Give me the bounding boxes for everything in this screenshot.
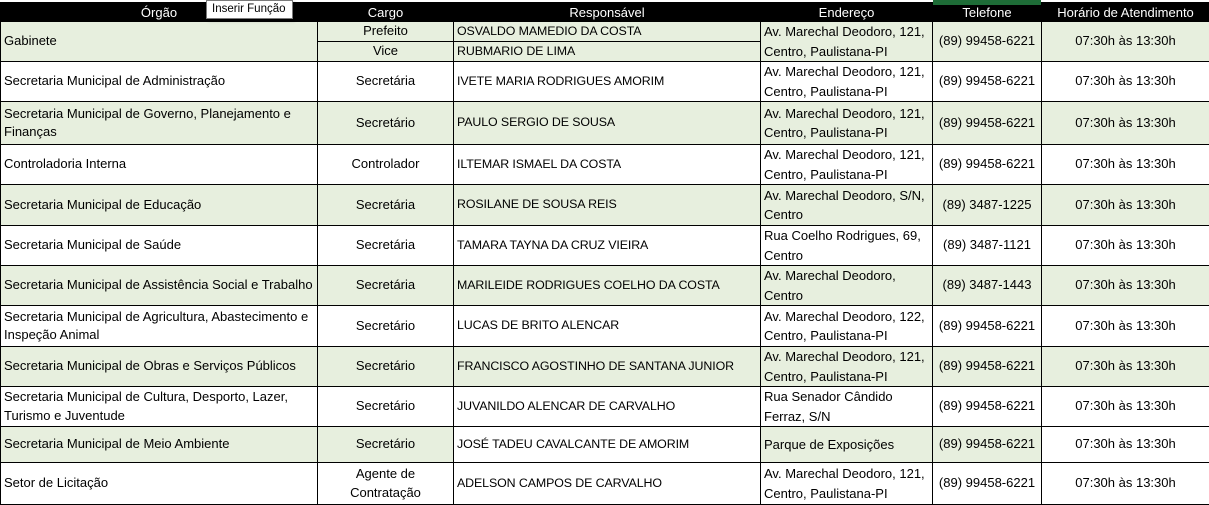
responsavel-cell[interactable]: IVETE MARIA RODRIGUES AMORIM — [454, 62, 761, 102]
orgao-cell[interactable]: Secretaria Municipal de Governo, Planejamento e Finanças — [1, 102, 318, 145]
table-row — [1, 266, 1209, 306]
endereco-cell[interactable]: Av. Marechal Deodoro, 121, Centro, Paulistana-PI — [761, 62, 933, 102]
cargo-cell[interactable]: Vice — [318, 41, 454, 61]
orgao-cell[interactable]: Secretaria Municipal de Obras e Serviços Públicos — [1, 347, 318, 387]
table-row — [1, 185, 1209, 226]
horario-cell[interactable]: 07:30h às 13:30h — [1042, 266, 1209, 306]
responsavel-cell[interactable]: PAULO SERGIO DE SOUSA — [454, 102, 761, 145]
telefone-cell[interactable]: (89) 99458-6221 — [933, 427, 1042, 463]
cargo-cell[interactable]: Secretário — [318, 427, 454, 463]
top-green-strip — [933, 0, 1041, 5]
column-header-horario[interactable]: Horário de Atendimento — [1042, 3, 1209, 22]
telefone-cell[interactable]: (89) 99458-6221 — [933, 306, 1042, 347]
telefone-cell[interactable]: (89) 99458-6221 — [933, 387, 1042, 427]
telefone-cell[interactable]: (89) 99458-6221 — [933, 347, 1042, 387]
telefone-cell[interactable]: (89) 99458-6221 — [933, 145, 1042, 185]
telefone-cell[interactable]: (89) 99458-6221 — [933, 463, 1042, 505]
orgao-cell[interactable]: Secretaria Municipal de Agricultura, Abastecimento e Inspeção Animal — [1, 306, 318, 347]
table-row — [1, 387, 1209, 427]
endereco-cell[interactable]: Rua Coelho Rodrigues, 69, Centro — [761, 226, 933, 266]
horario-cell[interactable]: 07:30h às 13:30h — [1042, 347, 1209, 387]
orgao-cell[interactable]: Secretaria Municipal de Meio Ambiente — [1, 427, 318, 463]
horario-cell[interactable]: 07:30h às 13:30h — [1042, 185, 1209, 226]
cargo-cell[interactable]: Secretária — [318, 226, 454, 266]
endereco-cell[interactable]: Av. Marechal Deodoro, 121, Centro, Paulistana-PI — [761, 102, 933, 145]
table-row — [1, 427, 1209, 463]
header-row — [1, 3, 1209, 22]
endereco-cell[interactable]: Av. Marechal Deodoro, Centro — [761, 266, 933, 306]
table-row — [1, 226, 1209, 266]
orgao-cell[interactable]: Secretaria Municipal de Assistência Social e Trabalho — [1, 266, 318, 306]
endereco-cell[interactable]: Parque de Exposições — [761, 427, 933, 463]
cargo-cell[interactable]: Secretário — [318, 306, 454, 347]
table-row — [1, 145, 1209, 185]
telefone-cell[interactable]: (89) 3487-1121 — [933, 226, 1042, 266]
horario-cell[interactable]: 07:30h às 13:30h — [1042, 62, 1209, 102]
responsavel-cell[interactable]: FRANCISCO AGOSTINHO DE SANTANA JUNIOR — [454, 347, 761, 387]
telefone-cell[interactable]: (89) 99458-6221 — [933, 22, 1042, 62]
column-header-endereco[interactable]: Endereço — [761, 3, 933, 22]
insert-function-tooltip: Inserir Função — [206, 0, 293, 19]
telefone-cell[interactable]: (89) 3487-1225 — [933, 185, 1042, 226]
table-row — [1, 463, 1209, 505]
orgao-cell[interactable]: Setor de Licitação — [1, 463, 318, 505]
cargo-cell[interactable]: Secretário — [318, 387, 454, 427]
responsavel-cell[interactable]: OSVALDO MAMEDIO DA COSTA — [454, 22, 761, 42]
endereco-cell[interactable]: Av. Marechal Deodoro, 122, Centro, Paulistana-PI — [761, 306, 933, 347]
cargo-cell[interactable]: Secretária — [318, 185, 454, 226]
cargo-cell[interactable]: Secretário — [318, 102, 454, 145]
endereco-cell[interactable]: Rua Senador Cândido Ferraz, S/N — [761, 387, 933, 427]
orgao-cell[interactable]: Secretaria Municipal de Saúde — [1, 226, 318, 266]
column-header-cargo[interactable]: Cargo — [318, 3, 454, 22]
horario-cell[interactable]: 07:30h às 13:30h — [1042, 145, 1209, 185]
cargo-cell[interactable]: Agente de Contratação — [318, 463, 454, 505]
table-row — [1, 22, 1209, 42]
table-row — [1, 62, 1209, 102]
horario-cell[interactable]: 07:30h às 13:30h — [1042, 102, 1209, 145]
orgao-cell[interactable]: Controladoria Interna — [1, 145, 318, 185]
horario-cell[interactable]: 07:30h às 13:30h — [1042, 22, 1209, 62]
horario-cell[interactable]: 07:30h às 13:30h — [1042, 387, 1209, 427]
responsavel-cell[interactable]: ADELSON CAMPOS DE CARVALHO — [454, 463, 761, 505]
responsavel-cell[interactable]: LUCAS DE BRITO ALENCAR — [454, 306, 761, 347]
endereco-cell[interactable]: Av. Marechal Deodoro, S/N, Centro — [761, 185, 933, 226]
responsavel-cell[interactable]: MARILEIDE RODRIGUES COELHO DA COSTA — [454, 266, 761, 306]
cargo-cell[interactable]: Prefeito — [318, 22, 454, 42]
column-header-responsavel[interactable]: Responsável — [454, 3, 761, 22]
responsavel-cell[interactable]: ROSILANE DE SOUSA REIS — [454, 185, 761, 226]
cargo-cell[interactable]: Secretária — [318, 266, 454, 306]
endereco-cell[interactable]: Av. Marechal Deodoro, 121, Centro, Paulistana-PI — [761, 463, 933, 505]
responsavel-cell[interactable]: ILTEMAR ISMAEL DA COSTA — [454, 145, 761, 185]
horario-cell[interactable]: 07:30h às 13:30h — [1042, 463, 1209, 505]
responsavel-cell[interactable]: RUBMARIO DE LIMA — [454, 41, 761, 61]
horario-cell[interactable]: 07:30h às 13:30h — [1042, 306, 1209, 347]
cargo-cell[interactable]: Secretária — [318, 62, 454, 102]
orgao-cell[interactable]: Gabinete — [1, 22, 318, 62]
orgao-cell[interactable]: Secretaria Municipal de Educação — [1, 185, 318, 226]
endereco-cell[interactable]: Av. Marechal Deodoro, 121, Centro, Paulistana-PI — [761, 22, 933, 62]
responsavel-cell[interactable]: JOSÉ TADEU CAVALCANTE DE AMORIM — [454, 427, 761, 463]
endereco-cell[interactable]: Av. Marechal Deodoro, 121, Centro, Paulistana-PI — [761, 347, 933, 387]
telefone-cell[interactable]: (89) 3487-1443 — [933, 266, 1042, 306]
table-row — [1, 347, 1209, 387]
responsavel-cell[interactable]: JUVANILDO ALENCAR DE CARVALHO — [454, 387, 761, 427]
table-row — [1, 102, 1209, 145]
cargo-cell[interactable]: Secretário — [318, 347, 454, 387]
orgao-cell[interactable]: Secretaria Municipal de Cultura, Desporto, Lazer, Turismo e Juventude — [1, 387, 318, 427]
telefone-cell[interactable]: (89) 99458-6221 — [933, 62, 1042, 102]
endereco-cell[interactable]: Av. Marechal Deodoro, 121, Centro, Paulistana-PI — [761, 145, 933, 185]
municipal-contacts-table — [0, 2, 1209, 505]
column-header-orgao[interactable]: Órgão — [1, 3, 318, 22]
responsavel-cell[interactable]: TAMARA TAYNA DA CRUZ VIEIRA — [454, 226, 761, 266]
column-header-telefone[interactable]: Telefone — [933, 3, 1042, 22]
table-row — [1, 306, 1209, 347]
horario-cell[interactable]: 07:30h às 13:30h — [1042, 427, 1209, 463]
orgao-cell[interactable]: Secretaria Municipal de Administração — [1, 62, 318, 102]
cargo-cell[interactable]: Controlador — [318, 145, 454, 185]
horario-cell[interactable]: 07:30h às 13:30h — [1042, 226, 1209, 266]
telefone-cell[interactable]: (89) 99458-6221 — [933, 102, 1042, 145]
